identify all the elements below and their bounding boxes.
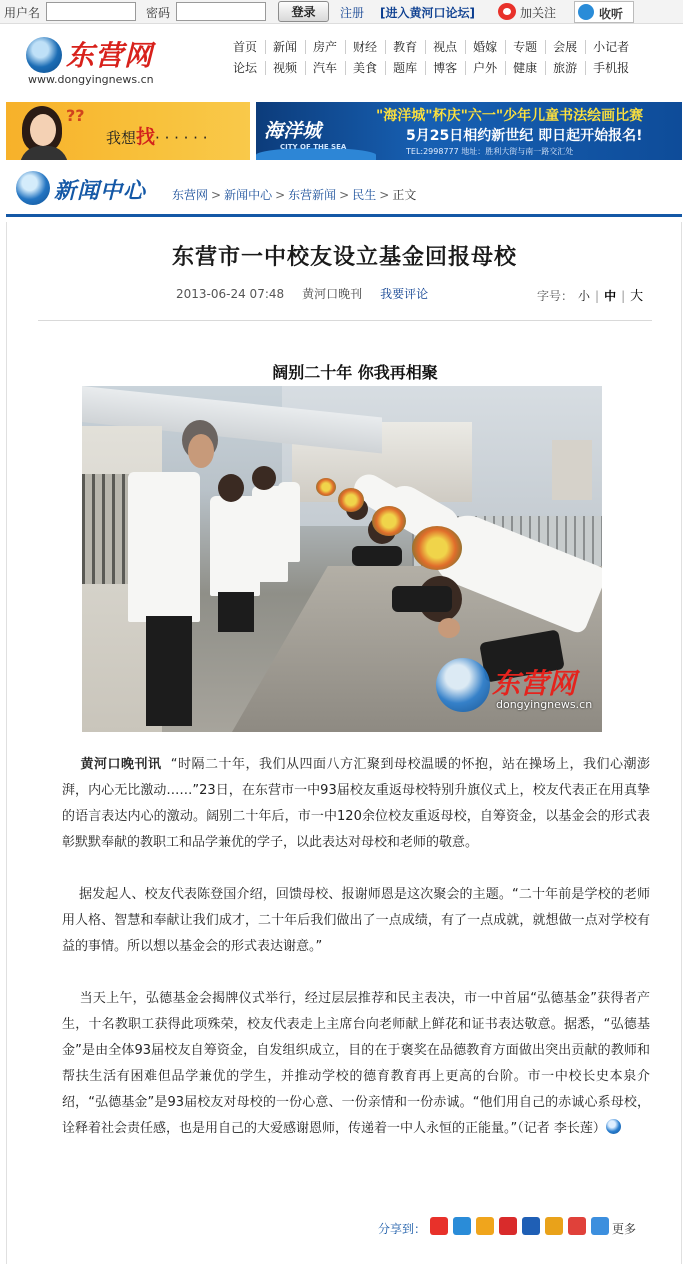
ad-line-1: "海洋城"杯庆"六一"少年儿童书法绘画比赛 [376, 108, 644, 124]
nav-item[interactable]: 会展 [545, 40, 585, 54]
nav-item[interactable]: 教育 [385, 40, 425, 54]
font-large-button[interactable]: 大 [630, 289, 644, 304]
tqq-icon [578, 4, 594, 20]
share-kaixin-icon[interactable] [545, 1217, 563, 1235]
nav-item[interactable]: 视频 [265, 61, 305, 75]
listen-button[interactable] [574, 1, 634, 23]
nav-item[interactable]: 美食 [345, 61, 385, 75]
nav-item[interactable]: 小记者 [585, 40, 637, 54]
article-meta [176, 285, 428, 302]
article-title: 东营市一中校友设立基金回报母校 [171, 244, 517, 270]
nav-item[interactable]: 博客 [425, 61, 465, 75]
ad-line-3: TEL:2998777 地址：胜利大街与南一路交汇处 [406, 147, 574, 156]
nav-item[interactable]: 题库 [385, 61, 425, 75]
share-renren-icon[interactable] [499, 1217, 517, 1235]
share-sohu-icon[interactable] [568, 1217, 586, 1235]
username-input[interactable] [46, 2, 136, 21]
nav-item[interactable]: 健康 [505, 61, 545, 75]
nav-item[interactable]: 户外 [465, 61, 505, 75]
nav-item[interactable]: 新闻 [265, 40, 305, 54]
article-lead: 黄河口晚刊讯 [80, 757, 162, 772]
article-paragraph: 当天上午，弘德基金会揭牌仪式举行，经过层层推荐和民主表决，市一中首届“弘德基金”获得者产生，十名教职工获得此项殊荣，校友代表走上主席台向老师献上鲜花和证书表达敬意。据悉，“弘德基金”是由全体93届校友自筹资金，自发组织成立，目的在于褒奖在品德教育方面做出突出贡献的教师和帮扶生活有困难但品学兼优的学生，并推动学校的德育教育再上更高的台阶。市一中校长史本泉介绍，“弘德基金”是93届校友对母校的一份心意、一份亲情和一份赤诚。“他们用自己的赤诚心系母校，诠释着社会责任感，也是用自己的大爱感谢恩师，传递着一中人永恒的正能量。”（记者 李长莲） [62, 991, 650, 1136]
share-more-link[interactable]: 更多 [612, 1222, 637, 1236]
nav-item[interactable]: 婚嫁 [465, 40, 505, 54]
article-photo [82, 386, 602, 732]
nav-item[interactable]: 论坛 [233, 61, 258, 75]
share-plus-icon[interactable] [591, 1217, 609, 1235]
share-qzone-icon[interactable] [453, 1217, 471, 1235]
login-bar [0, 0, 683, 24]
article-subheading: 阔别二十年 你我再相聚 [272, 363, 438, 382]
article-paragraph: 据发起人、校友代表陈登国介绍，回馈母校、报谢师恩是这次聚会的主题。“二十年前是学校的老师用人格、智慧和奉献让我们成才，二十年后我们做出了一点成绩，有了一点成就，就想做一点对学校有益的事情。所以想以基金会的形式表达谢意。” [62, 887, 650, 954]
site-logo-url: www.dongyingnews.cn [28, 73, 154, 86]
article-datetime: 2013-06-24 07:48 [176, 287, 285, 301]
site-logo-text[interactable]: 东营网 [66, 39, 154, 72]
nav-item[interactable]: 汽车 [305, 61, 345, 75]
photo-watermark-logo: 东营网 [492, 667, 577, 700]
nav-item[interactable]: 视点 [425, 40, 465, 54]
breadcrumb-item[interactable]: 民生 [352, 188, 377, 202]
breadcrumb: 东营网 > 新闻中心 > 东营新闻 > 民生 > 正文 [172, 188, 417, 202]
comment-link[interactable]: 我要评论 [380, 287, 429, 301]
follow-weibo-button[interactable] [498, 2, 562, 22]
breadcrumb-item[interactable]: 新闻中心 [224, 188, 273, 202]
forum-link[interactable]: [进入黄河口论坛] [380, 6, 475, 20]
ad-line-2: 5月25日相约新世纪 即日起开始报名! [406, 128, 643, 144]
username-label: 用户名 [4, 6, 41, 20]
share-tqq-icon[interactable] [476, 1217, 494, 1235]
share-people-icon[interactable] [522, 1217, 540, 1235]
article-body [62, 752, 650, 1168]
breadcrumb-current: 正文 [392, 188, 417, 202]
site-logo-icon[interactable] [26, 37, 62, 73]
photo-watermark-url: dongyingnews.cn [496, 698, 593, 711]
password-input[interactable] [176, 2, 266, 21]
nav-item[interactable]: 财经 [345, 40, 385, 54]
weibo-icon [498, 3, 516, 20]
font-medium-button[interactable]: 中 [604, 289, 617, 303]
section-divider [6, 214, 682, 217]
nav-row-2 [226, 61, 637, 81]
ad-left-text: 我想找· · · · · · [106, 126, 208, 148]
nav-item[interactable]: 手机报 [585, 61, 637, 75]
site-globe-icon [606, 1119, 621, 1134]
nav-item[interactable]: 旅游 [545, 61, 585, 75]
nav-item[interactable]: 房产 [305, 40, 345, 54]
login-button[interactable]: 登录 [278, 1, 329, 22]
article-source: 黄河口晚刊 [302, 287, 363, 301]
listen-label: 收听 [599, 7, 624, 21]
news-center-icon [16, 171, 50, 205]
breadcrumb-item[interactable]: 东营网 [172, 188, 209, 202]
password-label: 密码 [146, 6, 171, 20]
nav-item[interactable]: 首页 [233, 40, 258, 54]
font-size-switcher: 字号： 小 | 中 | 大 [537, 285, 648, 304]
article-paragraph: 黄河口晚刊讯 “时隔二十年，我们从四面八方汇聚到母校温暖的怀抱，站在操场上，我们心潮澎湃，内心无比激动……”23日，在东营市一中93届校友重返母校特别升旗仪式上，校友代表正在用真挚的语言表达内心的激动。阔别二十年后，市一中120余位校友重返母校，自筹资金，以基金会的形式表彰默默奉献的教职工和品学兼优的学子，以此表达对母校和老师的敬意。 [62, 757, 650, 850]
ad-banner-left[interactable] [6, 102, 250, 160]
share-label: 分享到： [378, 1222, 427, 1236]
section-title[interactable]: 新闻中心 [54, 178, 147, 204]
share-weibo-icon[interactable] [430, 1217, 448, 1235]
ad-brand-sub: CITY OF THE SEA [280, 143, 347, 151]
ad-portrait [18, 102, 72, 160]
ad-question-marks: ?? [66, 106, 85, 125]
nav-item[interactable]: 专题 [505, 40, 545, 54]
font-size-label: 字号： [537, 289, 574, 303]
register-link[interactable]: 注册 [340, 6, 365, 20]
nav-row-1 [226, 40, 637, 60]
follow-label: 加关注 [520, 6, 557, 20]
ad-banner-right[interactable] [256, 102, 682, 160]
meta-divider [38, 320, 652, 321]
breadcrumb-item[interactable]: 东营新闻 [288, 188, 337, 202]
photo-watermark-icon [436, 658, 490, 712]
ad-brand: 海洋城 [264, 120, 322, 142]
font-small-button[interactable]: 小 [578, 289, 591, 303]
